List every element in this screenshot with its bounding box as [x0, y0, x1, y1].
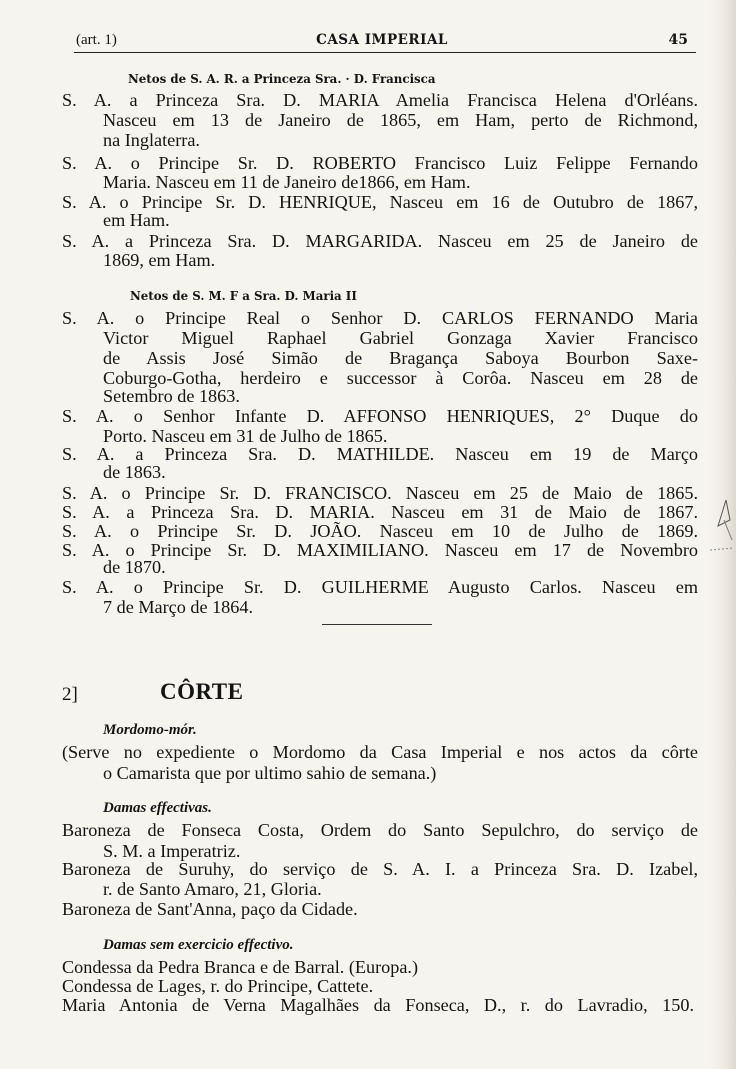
text-line: Porto. Nasceu em 31 de Julho de 1865.	[103, 426, 388, 446]
section-number: 2]	[62, 684, 78, 705]
subheading-netos-francisca: Netos de S. A. R. a Princeza Sra. · D. Francisca	[128, 72, 436, 86]
text-line: 1869, em Ham.	[103, 250, 216, 270]
text-line: Condessa da Pedra Branca e de Barral. (Europa.)	[62, 957, 419, 977]
text-line: em Ham.	[103, 210, 170, 230]
text-line: o Camarista que por ultimo sahio de semana.)	[103, 763, 437, 783]
subheading-netos-maria-ii: Netos de S. M. F a Sra. D. Maria II	[130, 289, 357, 303]
text-line: na Inglaterra.	[103, 130, 200, 150]
text-line: S. A. a Princeza Sra. D. MARIA Amelia Francisca Helena d'Orléans.	[62, 90, 698, 110]
heading-mordomo-mor: Mordomo-mór.	[103, 722, 197, 738]
page-number: 45	[668, 32, 688, 48]
text-line: S. A. a Princeza Sra. D. MARGARIDA. Nasceu em 25 de Janeiro de	[62, 231, 698, 251]
text-line: de 1863.	[103, 462, 166, 482]
section-divider	[322, 624, 432, 625]
text-line: de 1870.	[103, 557, 166, 577]
text-line: Maria. Nasceu em 11 de Janeiro de1866, em Ham.	[103, 172, 471, 192]
text-line: S. A. o Principe Sr. D. GUILHERME Augusto Carlos. Nasceu em	[62, 577, 698, 597]
section-title: CÔRTE	[160, 679, 244, 704]
page-edge-shadow	[706, 0, 736, 1069]
page-header	[76, 30, 688, 52]
header-article-ref: (art. 1)	[76, 32, 117, 48]
text-line: S. A. o Principe Sr. D. MAXIMILIANO. Nasceu em 17 de Novembro	[62, 540, 698, 560]
text-line: Setembro de 1863.	[103, 386, 240, 406]
text-line: Nasceu em 13 de Janeiro de 1865, em Ham, perto de Richmond,	[103, 110, 698, 130]
text-line: S. M. a Imperatriz.	[103, 841, 241, 861]
text-line: Maria Antonia de Verna Magalhães da Fonseca, D., r. do Lavradio, 150.	[62, 995, 694, 1015]
text-line: Baroneza de Fonseca Costa, Ordem do Santo Sepulchro, do serviço de	[62, 820, 698, 840]
text-line: S. A. o Principe Sr. D. ROBERTO Francisco Luiz Felippe Fernando	[62, 153, 698, 173]
heading-damas-sem-exercicio: Damas sem exercicio effectivo.	[103, 937, 294, 953]
header-title: CASA IMPERIAL	[316, 32, 448, 48]
text-line: S. A. a Princeza Sra. D. MATHILDE. Nasceu em 19 de Março	[62, 444, 698, 464]
text-line: de Assis José Simão de Bragança Saboya Bourbon Saxe-	[103, 348, 698, 368]
text-line: S. A. o Principe Real o Senhor D. CARLOS FERNANDO Maria	[62, 308, 698, 328]
text-line: Victor Miguel Raphael Gabriel Gonzaga Xavier Francisco	[103, 328, 698, 348]
text-line: S. A. o Senhor Infante D. AFFONSO HENRIQUES, 2° Duque do	[62, 406, 698, 426]
text-line: Condessa de Lages, r. do Principe, Cattete.	[62, 976, 374, 996]
text-line: S. A. o Principe Sr. D. FRANCISCO. Nasceu em 25 de Maio de 1865.	[62, 483, 698, 503]
text-line: Baroneza de Suruhy, do serviço de S. A. I. a Princeza Sra. D. Izabel,	[62, 859, 698, 879]
text-line: S. A. o Principe Sr. D. HENRIQUE, Nasceu em 16 de Outubro de 1867,	[62, 192, 698, 212]
text-line: 7 de Março de 1864.	[103, 597, 254, 617]
header-rule	[74, 52, 696, 53]
text-line: S. A. a Princeza Sra. D. MARIA. Nasceu em 31 de Maio de 1867.	[62, 502, 698, 522]
text-line: r. de Santo Amaro, 21, Gloria.	[103, 879, 322, 899]
text-line: S. A. o Principe Sr. D. JOÃO. Nasceu em 10 de Julho de 1869.	[62, 521, 698, 541]
text-line: Coburgo-Gotha, herdeiro e successor à Corôa. Nasceu em 28 de	[103, 368, 698, 388]
text-line: (Serve no expediente o Mordomo da Casa Imperial e nos actos da côrte	[62, 742, 698, 762]
heading-damas-effectivas: Damas effectivas.	[103, 800, 212, 816]
text-line: Baroneza de Sant'Anna, paço da Cidade.	[62, 899, 358, 919]
